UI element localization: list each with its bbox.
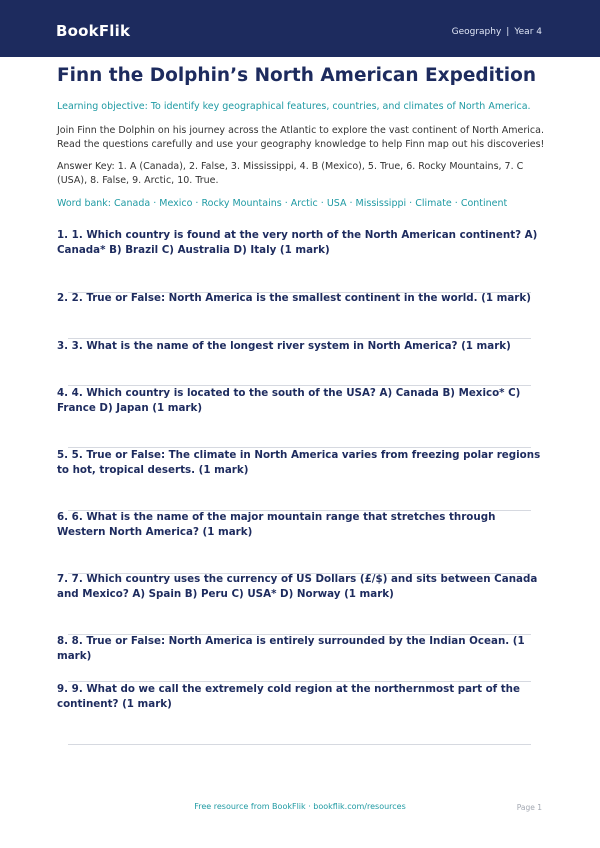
- question-4: 4. 4. Which country is located to the south of the USA? A) Canada B) Mexico* C) France D) Japan (1 mark): [57, 387, 521, 414]
- header-meta: [452, 27, 542, 37]
- question-6: 6. 6. What is the name of the major mountain range that stretches through Western North America? (1 mark): [57, 511, 496, 538]
- question-2: 2. 2. True or False: North America is the smallest continent in the world. (1 mark): [57, 292, 531, 304]
- subject-label: Geography: [451, 27, 502, 37]
- question-1: 1. 1. Which country is found at the very north of the North American continent? A) Canada* B) Brazil C) Australia D) Italy (1 mark): [57, 229, 538, 256]
- worksheet-title: Finn the Dolphin’s North American Expedition: [57, 65, 537, 86]
- page-number: Page 1: [516, 803, 542, 812]
- question-7: 7. 7. Which country uses the currency of US Dollars (£/$) and sits between Canada and Mexico? A) Spain B) Peru C) USA* D) Norway (1 mark): [57, 573, 538, 600]
- question-9: 9. 9. What do we call the extremely cold region at the northernmost part of the continent? (1 mark): [57, 683, 520, 710]
- question-3: 3. 3. What is the name of the longest river system in North America? (1 mark): [57, 340, 511, 352]
- answer-key: Answer Key: 1. A (Canada), 2. False, 3. Mississippi, 4. B (Mexico), 5. True, 6. Rocky Mountains, 7. C (USA), 8. False, 9. Arctic, 10. True.: [57, 161, 524, 186]
- question-5: 5. 5. True or False: The climate in North America varies from freezing polar regions to hot, tropical deserts. (1 mark): [57, 449, 541, 476]
- intro-text: Join Finn the Dolphin on his journey across the Atlantic to explore the vast continent of North America. Read the questions carefully and use your geography knowledge to help Finn map out his discoveries!: [57, 125, 545, 150]
- page-header: [0, 0, 600, 57]
- year-label: Year 4: [514, 27, 542, 37]
- learning-objective: Learning objective: To identify key geographical features, countries, and climates of North America.: [57, 101, 531, 112]
- question-8: 8. 8. True or False: North America is entirely surrounded by the Indian Ocean. (1 mark): [57, 635, 525, 662]
- header-separator: |: [506, 27, 510, 37]
- brand-logo: BookFlik: [56, 22, 131, 40]
- footer-text[interactable]: Free resource from BookFlik · bookflik.com/resources: [194, 802, 406, 811]
- word-bank: Word bank: Canada · Mexico · Rocky Mountains · Arctic · USA · Mississippi · Climate · Continent: [57, 198, 508, 209]
- answer-line-9[interactable]: [68, 744, 531, 745]
